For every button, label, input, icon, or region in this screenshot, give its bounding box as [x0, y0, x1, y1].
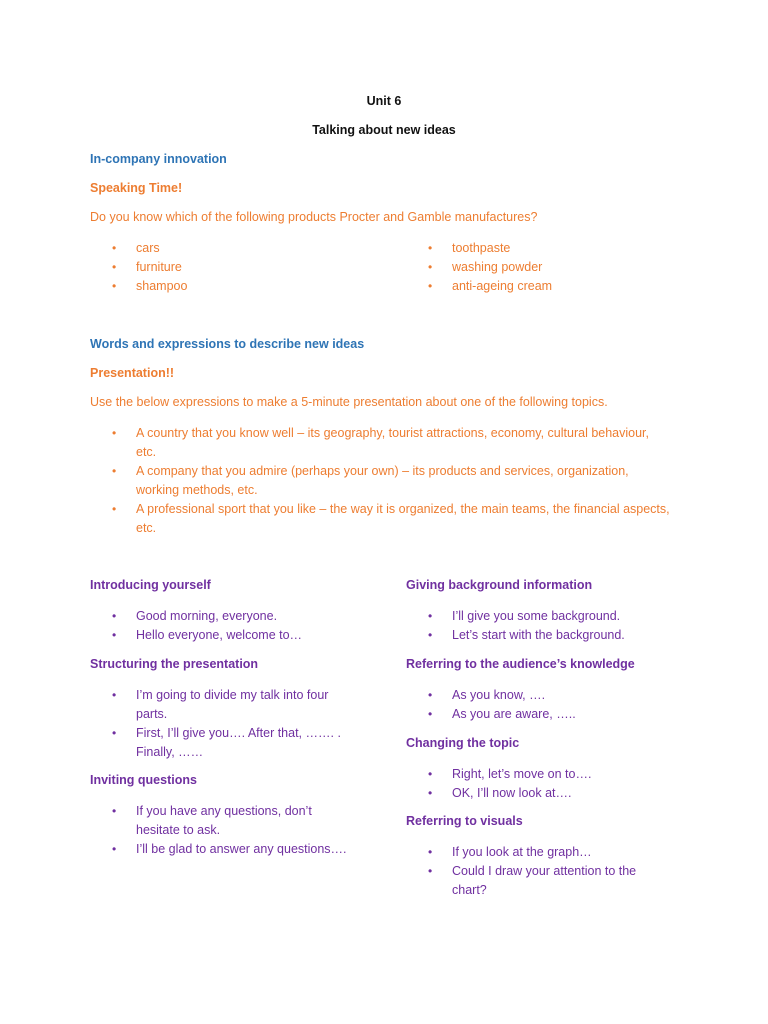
bullet-icon: • — [112, 260, 117, 274]
bullet-icon: • — [428, 707, 433, 721]
bullet-icon: • — [112, 426, 117, 440]
inviting-list — [90, 802, 390, 859]
heading-changing-topic: Changing the topic — [406, 736, 520, 750]
list-item: • As you know, …. — [406, 686, 706, 705]
list-item: • I’ll give you some background. — [406, 607, 706, 626]
bullet-icon: • — [112, 279, 117, 293]
bullet-icon: • — [112, 609, 117, 623]
page-title: Talking about new ideas — [312, 123, 456, 137]
bullet-icon: • — [428, 279, 433, 293]
bullet-icon: • — [112, 464, 117, 478]
presentation-instruction: Use the below expressions to make a 5-minute presentation about one of the following topics. — [90, 395, 608, 409]
list-item: • Good morning, everyone. — [90, 607, 390, 626]
unit-number: Unit 6 — [366, 94, 402, 108]
heading-background-info: Giving background information — [406, 578, 593, 592]
bullet-icon: • — [428, 260, 433, 274]
heading-introducing-yourself: Introducing yourself — [90, 578, 211, 592]
list-item: • If you have any questions, don’t hesitate to ask. — [112, 804, 312, 837]
list-item: • toothpaste — [406, 239, 706, 258]
list-item: • furniture — [90, 258, 390, 277]
section-heading-expressions: Words and expressions to describe new ideas — [90, 337, 365, 351]
speaking-time-label: Speaking Time! — [90, 181, 183, 195]
background-list — [406, 607, 706, 645]
list-item: • If you look at the graph… — [406, 843, 706, 862]
list-item: • Could I draw your attention to the chart? — [428, 864, 637, 897]
bullet-icon: • — [112, 502, 117, 516]
bullet-icon: • — [112, 688, 117, 702]
list-item: • A professional sport that you like – the way it is organized, the main teams, the financial aspects, etc. — [112, 502, 670, 535]
list-item: • A country that you know well – its geography, tourist attractions, economy, cultural behaviour, etc. — [112, 426, 650, 459]
section-heading-innovation: In-company innovation — [90, 152, 227, 166]
list-item: • Let’s start with the background. — [406, 626, 706, 645]
bullet-icon: • — [428, 786, 433, 800]
bullet-icon: • — [428, 767, 433, 781]
bullet-icon: • — [112, 726, 117, 740]
bullet-icon: • — [428, 688, 433, 702]
list-item: • anti-ageing cream — [406, 277, 706, 296]
topic-list — [406, 765, 706, 803]
bullet-icon: • — [112, 241, 117, 255]
heading-audience-knowledge: Referring to the audience’s knowledge — [406, 657, 635, 671]
bullet-icon: • — [428, 241, 433, 255]
list-item: • Hello everyone, welcome to… — [90, 626, 390, 645]
list-item: • shampoo — [90, 277, 390, 296]
products-list-right — [406, 239, 706, 296]
bullet-icon: • — [112, 628, 117, 642]
products-list-left — [90, 239, 390, 296]
list-item: • First, I’ll give you…. After that, ……. . Finally, …… — [112, 726, 341, 759]
list-item: • I’ll be glad to answer any questions…. — [90, 840, 390, 859]
products-question: Do you know which of the following products Procter and Gamble manufactures? — [90, 210, 538, 224]
list-item: • A company that you admire (perhaps your own) – its products and services, organization, working methods, etc. — [112, 464, 629, 497]
bullet-icon: • — [428, 845, 433, 859]
topics-list — [90, 424, 690, 538]
bullet-icon: • — [428, 864, 433, 878]
list-item: • Right, let’s move on to…. — [406, 765, 706, 784]
structuring-list — [90, 686, 390, 762]
list-item: • As you are aware, ….. — [406, 705, 706, 724]
list-item: • cars — [90, 239, 390, 258]
list-item: • I’m going to divide my talk into four parts. — [112, 688, 329, 721]
presentation-label: Presentation!! — [90, 366, 175, 380]
bullet-icon: • — [428, 628, 433, 642]
list-item: • OK, I’ll now look at…. — [406, 784, 706, 803]
heading-structuring: Structuring the presentation — [90, 657, 259, 671]
visuals-list — [406, 843, 706, 900]
introducing-list — [90, 607, 390, 645]
bullet-icon: • — [112, 842, 117, 856]
heading-inviting-questions: Inviting questions — [90, 773, 197, 787]
knowledge-list — [406, 686, 706, 724]
heading-referring-visuals: Referring to visuals — [406, 814, 523, 828]
bullet-icon: • — [112, 804, 117, 818]
list-item: • washing powder — [406, 258, 706, 277]
bullet-icon: • — [428, 609, 433, 623]
